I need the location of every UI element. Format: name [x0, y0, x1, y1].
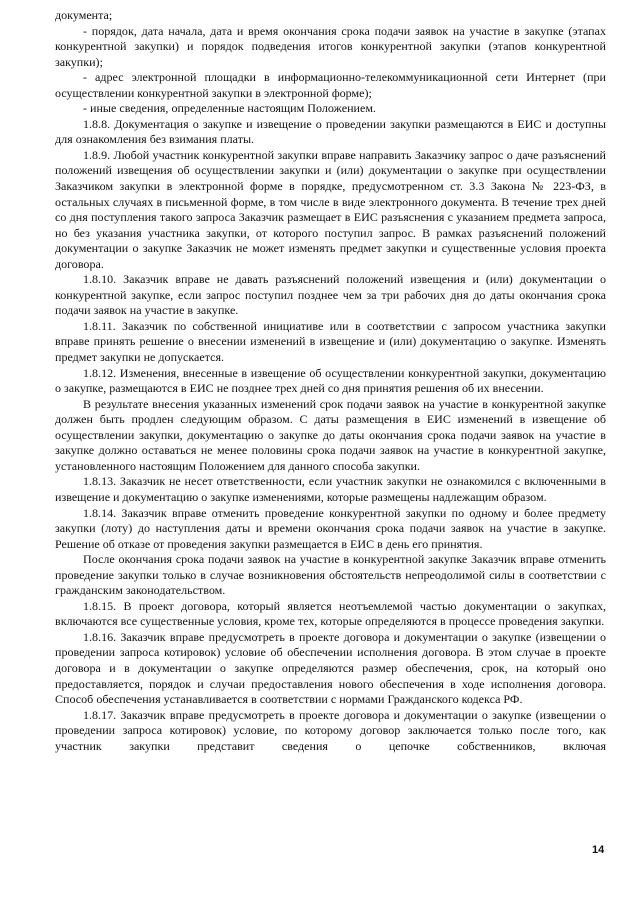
paragraph: 1.8.16. Заказчик вправе предусмотреть в проекте договора и документации о закупке (извещении о проведении запроса котировок) условие об обеспечении исполнения договора. В этом случае в проекте договора и в документации о закупке определяются размер обеспечения, срок, на который оно предоставляется, порядок и случаи предоставления нового обеспечения в ходе исполнения договора. Способ обеспечения устанавливается в соответствии с нормами Гражданского кодекса РФ. [55, 629, 606, 707]
paragraph: документа; [55, 8, 113, 22]
paragraph: - иные сведения, определенные настоящим Положением. [83, 101, 376, 116]
page-number: 14 [592, 844, 605, 856]
paragraph: 1.8.10. Заказчик вправе не давать разъяснений положений извещения и (или) документации о конкурентной закупке, если запрос поступил позднее чем за три рабочих дня до даты окончания срока подачи заявок на участие в закупке. [55, 272, 606, 318]
paragraph: 1.8.17. Заказчик вправе предусмотреть в проекте договора и документации о закупке (извещении о проведении запроса котировок) условие, по которому договор заключается только после того, как участник закупки представит сведения о цепочке собственников, включая [55, 707, 606, 753]
paragraph: 1.8.15. В проект договора, который является неотъемлемой частью документации о закупках, включаются все существенные условия, кроме тех, которые определяются в процессе проведения закупки. [55, 598, 606, 629]
paragraph: В результате внесения указанных изменений срок подачи заявок на участие в конкурентной закупке должен быть продлен следующим образом. С даты размещения в ЕИС изменений в извещение об осуществлении закупки, документацию о закупке до даты окончания срока подачи заявок на участие в закупке должно оставаться не менее половины срока подачи заявок на участие в конкурентной закупке, установленного настоящим Положением для данного способа закупки. [55, 396, 606, 473]
document-body [55, 8, 606, 754]
paragraph: 1.8.13. Заказчик не несет ответственности, если участник закупки не ознакомился с включенными в извещение и документацию о закупке изменениями, которые размещены надлежащим образом. [55, 474, 606, 504]
paragraph: После окончания срока подачи заявок на участие в конкурентной закупке Заказчик вправе отменить проведение закупки только в случае возникновения обстоятельств непреодолимой силы в соответствии с гражданским законодательством. [55, 552, 606, 598]
paragraph: - порядок, дата начала, дата и время окончания срока подачи заявок на участие в закупке (этапах конкурентной закупки) и порядок подведения итогов конкурентной закупки (этапов конкурентной закупки); [55, 23, 606, 69]
paragraph: 1.8.14. Заказчик вправе отменить проведение конкурентной закупки по одному и более предмету закупки (лоту) до наступления даты и времени окончания срока подачи заявок на участие в закупке. Решение об отказе от проведения закупки размещается в ЕИС в день его принятия. [55, 505, 606, 551]
paragraph: 1.8.12. Изменения, внесенные в извещение об осуществлении конкурентной закупки, документацию о закупке, размещаются в ЕИС не позднее трех дней со дня принятия решения об их внесении. [55, 365, 606, 396]
paragraph: - адрес электронной площадки в информационно-телекоммуникационной сети Интернет (при осуществлении конкурентной закупки в электронной форме); [55, 70, 606, 100]
paragraph: 1.8.9. Любой участник конкурентной закупки вправе направить Заказчику запрос о даче разъяснений положений извещения об осуществлении закупки и (или) документации о закупке при осуществлении Заказчиком закупки в электронной форме в порядке, предусмотренном ст. 3.3 Закона № 223-ФЗ, в остальных случаях в письменной форме, в том числе в виде электронного документа. В течение трех дней со дня поступления такого запроса Заказчик размещает в ЕИС разъяснения с указанием предмета запроса, но без указания участника закупки, от которого поступил запрос. В рамках разъяснений положений документации о закупке Заказчик не может изменять предмет закупки и существенные условия проекта договора. [55, 147, 606, 271]
paragraph: 1.8.11. Заказчик по собственной инициативе или в соответствии с запросом участника закупки вправе принять решение о внесении изменений в извещение и (или) документацию о закупке. Изменять предмет закупки не допускается. [55, 318, 606, 365]
paragraph: 1.8.8. Документация о закупке и извещение о проведении закупки размещаются в ЕИС и доступны для ознакомления без взимания платы. [55, 116, 606, 147]
